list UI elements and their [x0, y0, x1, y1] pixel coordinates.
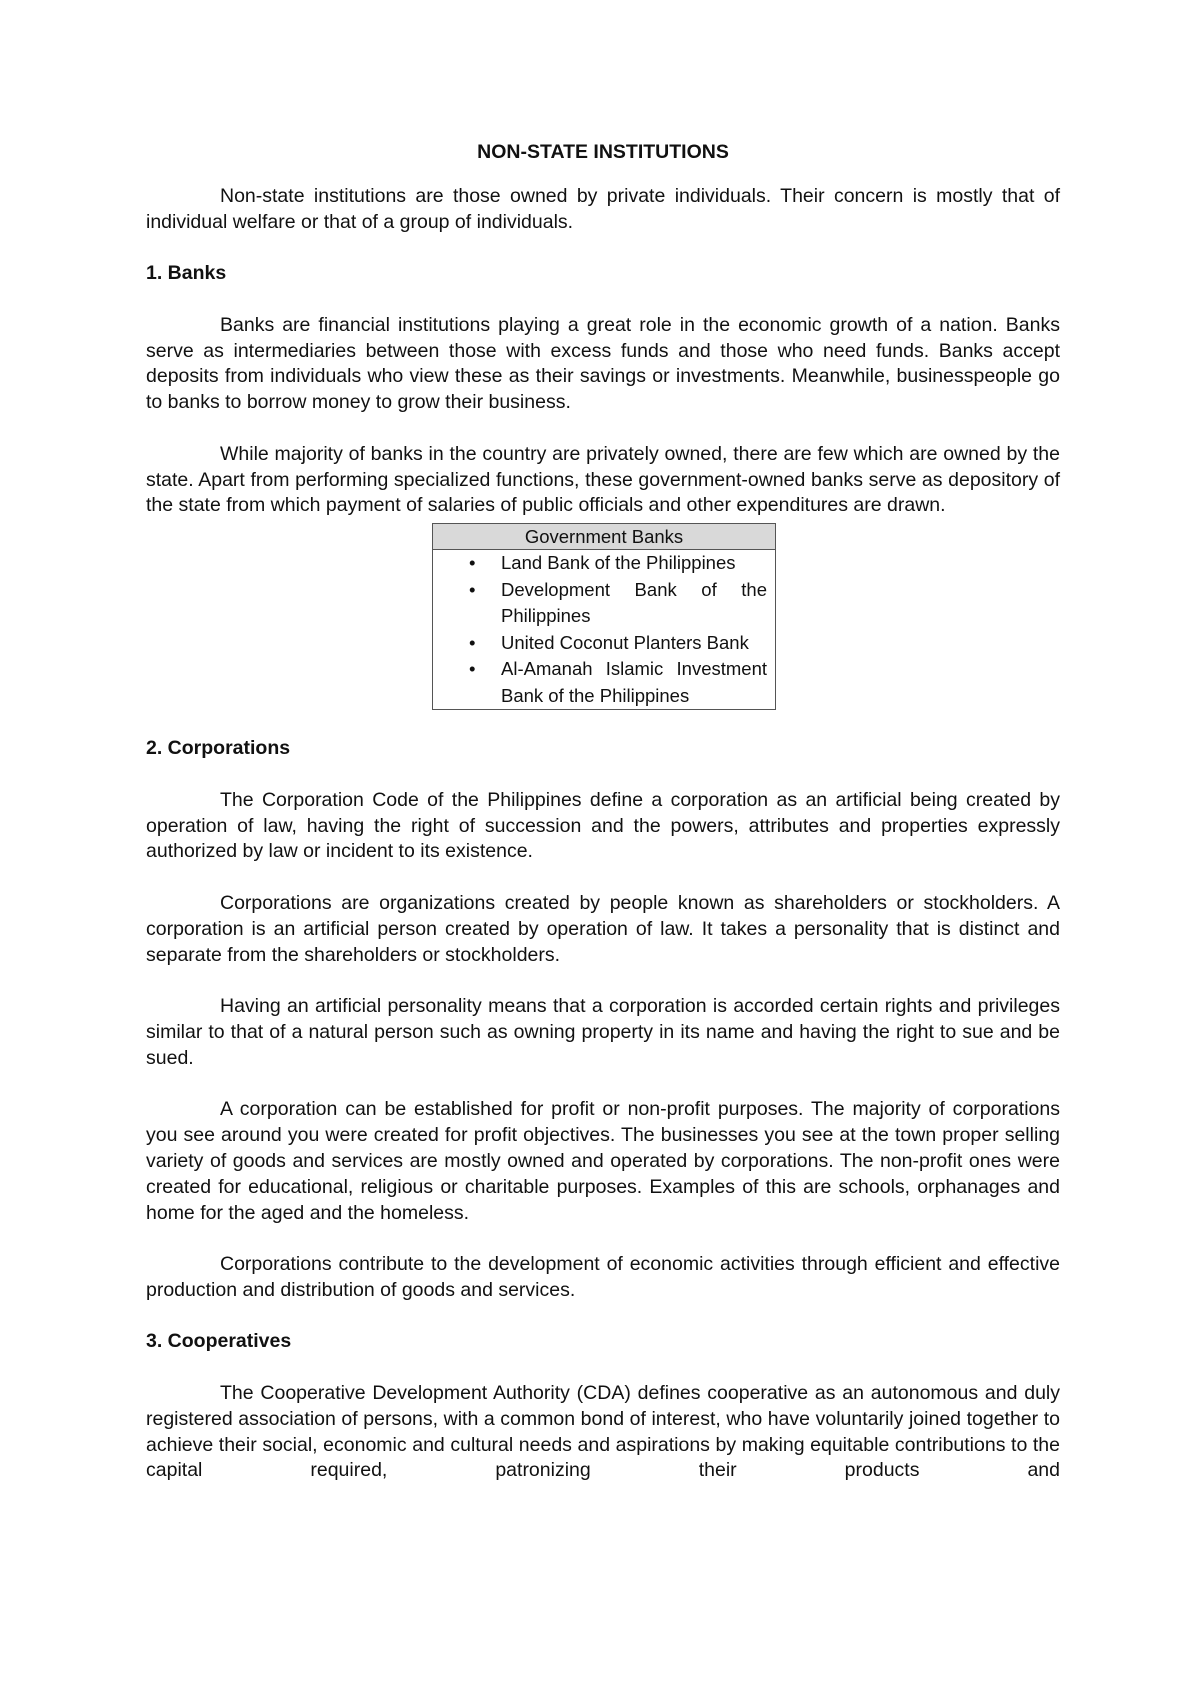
bullet-icon: •	[469, 552, 476, 574]
list-item-text: Development Bank of the Philippines	[501, 578, 767, 627]
banks-paragraph-2: While majority of banks in the country are privately owned, there are few which are owned by the state. Apart from performing specialized functions, these government-owned banks serve as depository of the state from which payment of salaries of public officials and other expenditures are drawn.	[146, 442, 1060, 517]
government-banks-list	[433, 550, 767, 709]
list-item	[433, 550, 767, 577]
section-heading-banks: 1. Banks	[146, 262, 227, 285]
bullet-icon: •	[469, 658, 476, 680]
section-heading-corporations: 2. Corporations	[146, 737, 291, 760]
list-item	[433, 577, 767, 630]
document-page	[146, 140, 1060, 1510]
section-heading-cooperatives: 3. Cooperatives	[146, 1330, 292, 1353]
corporations-paragraph-3: Having an artificial personality means that a corporation is accorded certain rights and privileges similar to that of a natural person such as owning property in its name and having the right to sue and be sued.	[146, 995, 1060, 1069]
corporations-paragraph-5: Corporations contribute to the development of economic activities through efficient and effective production and distribution of goods and services.	[146, 1253, 1060, 1301]
bullet-icon: •	[469, 578, 476, 600]
intro-paragraph: Non-state institutions are those owned by private individuals. Their concern is mostly that of individual welfare or that of a group of individuals.	[146, 184, 1060, 233]
list-item	[433, 656, 767, 709]
corporations-paragraph-2: Corporations are organizations created by people known as shareholders or stockholders. A corporation is an artificial person created by operation of law. It takes a personality that is distinct and separate from the shareholders or stockholders.	[146, 891, 1060, 966]
bullet-icon: •	[469, 631, 476, 653]
banks-paragraph-1: Banks are financial institutions playing a great role in the economic growth of a nation. Banks serve as intermediaries between those with excess funds and those who need funds. Banks accept deposits from individuals who view these as their savings or investments. Meanwhile, businesspeople go to banks to borrow money to grow their business.	[146, 313, 1060, 414]
list-item-text: Al-Amanah Islamic Investment Bank of the Philippines	[501, 658, 767, 706]
government-banks-table	[432, 523, 776, 710]
corporations-paragraph-4: A corporation can be established for profit or non-profit purposes. The majority of corporations you see around you were created for profit objectives. The businesses you see at the town proper selling variety of goods and services are mostly owned and operated by corporations. The non-profit ones were created for educational, religious or charitable purposes. Examples of this are schools, orphanages and home for the aged and the homeless.	[146, 1098, 1060, 1224]
government-banks-table-body	[433, 550, 775, 709]
page-title: NON-STATE INSTITUTIONS	[477, 141, 729, 163]
government-banks-table-header: Government Banks	[433, 524, 775, 550]
list-item-text: Land Bank of the Philippines	[501, 552, 736, 574]
corporations-paragraph-1: The Corporation Code of the Philippines define a corporation as an artificial being created by operation of law, having the right of succession and the powers, attributes and properties expressly authorized by law or incident to its existence.	[146, 788, 1060, 863]
list-item-text: United Coconut Planters Bank	[501, 631, 749, 653]
cooperatives-paragraph-1: The Cooperative Development Authority (CDA) defines cooperative as an autonomous and duly registered association of persons, with a common bond of interest, who have voluntarily joined together to achieve their social, economic and cultural needs and aspirations by making equitable contributions to the capital required, patronizing their products and	[146, 1382, 1060, 1482]
list-item	[433, 630, 767, 657]
